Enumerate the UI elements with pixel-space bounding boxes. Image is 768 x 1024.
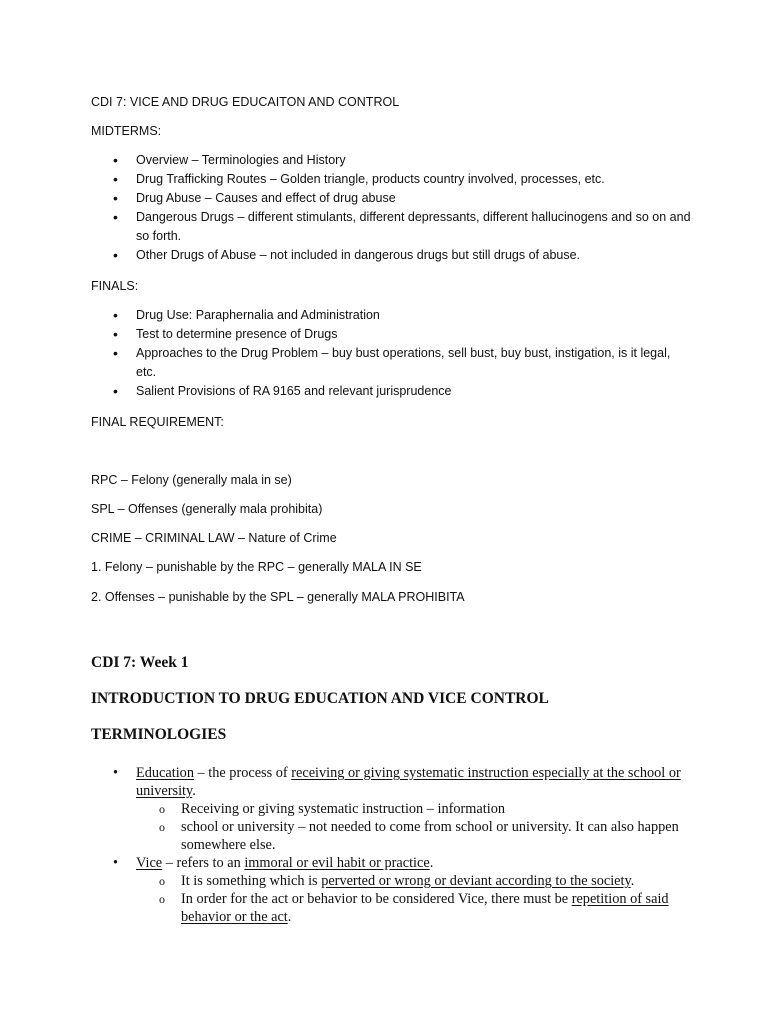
term-connector: – refers to an <box>162 855 245 871</box>
note-spl: SPL – Offenses (generally mala prohibita) <box>91 502 323 516</box>
note-crime: CRIME – CRIMINAL LAW – Nature of Crime <box>91 531 337 545</box>
note-rpc: RPC – Felony (generally mala in se) <box>91 473 292 487</box>
sub-end: . <box>287 909 292 925</box>
term-education <box>91 764 691 854</box>
sub-text: It is something which is <box>181 873 322 889</box>
term-name: Vice <box>136 855 163 871</box>
note-offenses: 2. Offenses – punishable by the SPL – generally MALA PROHIBITA <box>91 590 465 604</box>
sub-list <box>136 800 691 854</box>
term-connector: – the process of <box>193 765 292 781</box>
finals-label: FINALS: <box>91 279 139 293</box>
sub-text: In order for the act or behavior to be considered Vice, there must be <box>181 891 572 907</box>
list-item: • Test to determine presence of Drugs <box>91 325 691 344</box>
list-item: • Approaches to the Drug Problem – buy bust operations, sell bust, buy bust, instigation, is it legal, etc. <box>91 344 691 382</box>
course-title: CDI 7: VICE AND DRUG EDUCAITON AND CONTROL <box>91 95 400 109</box>
midterms-list <box>91 151 691 265</box>
sub-underlined: repetition of said behavior or the act <box>181 891 669 925</box>
term-definition: immoral or evil habit or practice <box>244 855 430 871</box>
list-item: • Other Drugs of Abuse – not included in dangerous drugs but still drugs of abuse. <box>91 246 691 265</box>
week-title: CDI 7: Week 1 <box>91 654 189 671</box>
list-item: • Drug Trafficking Routes – Golden triangle, products country involved, processes, etc. <box>91 170 691 189</box>
term-end: . <box>429 855 434 871</box>
list-item: • Drug Use: Paraphernalia and Administration <box>91 306 691 325</box>
terminologies-heading: TERMINOLOGIES <box>91 726 227 743</box>
term-definition: receiving or giving systematic instruction especially at the school or university <box>136 765 681 799</box>
finals-list <box>91 306 691 401</box>
sub-item: o Receiving or giving systematic instruction – information <box>136 800 691 818</box>
list-item: • Overview – Terminologies and History <box>91 151 691 170</box>
sub-item: o school or university – not needed to come from school or university. It can also happen somewhere else. <box>136 818 691 854</box>
intro-heading: INTRODUCTION TO DRUG EDUCATION AND VICE CONTROL <box>91 690 549 707</box>
sub-item <box>136 872 691 890</box>
term-vice <box>91 854 691 926</box>
list-item: • Dangerous Drugs – different stimulants, different depressants, different hallucinogens and so on and so forth. <box>91 208 691 246</box>
note-felony: 1. Felony – punishable by the RPC – generally MALA IN SE <box>91 560 422 574</box>
list-item: • Drug Abuse – Causes and effect of drug abuse <box>91 189 691 208</box>
term-end: . <box>192 783 196 799</box>
sub-list <box>136 872 691 926</box>
terminologies-list <box>91 764 691 926</box>
final-requirement-label: FINAL REQUIREMENT: <box>91 415 224 429</box>
sub-underlined: perverted or wrong or deviant according to the society <box>321 873 631 889</box>
sub-end: . <box>630 873 635 889</box>
sub-item <box>136 890 691 926</box>
term-name: Education <box>136 765 194 781</box>
list-item: • Salient Provisions of RA 9165 and relevant jurisprudence <box>91 382 691 401</box>
midterms-label: MIDTERMS: <box>91 124 162 138</box>
